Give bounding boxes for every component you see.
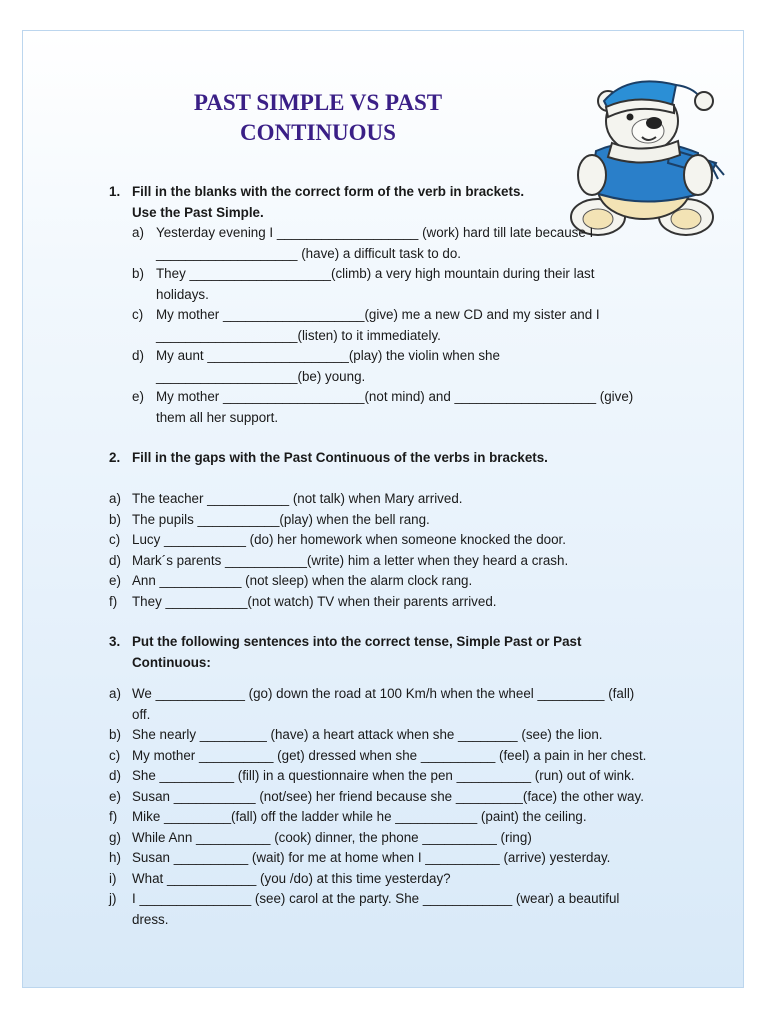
section-1-items: [132, 223, 669, 428]
section-3-instruction: 3. Put the following sentences into the correct tense, Simple Past or Past Continuous:: [109, 634, 582, 670]
exercise-item: d) My aunt ___________________(play) the violin when she ___________________(be) young.: [132, 348, 500, 384]
exercise-item: g) While Ann __________ (cook) dinner, the phone __________ (ring): [109, 829, 532, 845]
section-number: 3.: [109, 634, 121, 649]
exercise-item: e) My mother ___________________(not mind) and ___________________ (give) them all her support.: [132, 389, 634, 425]
title-line-2: CONTINUOUS: [240, 120, 396, 145]
exercise-item: f) They ___________(not watch) TV when their parents arrived.: [109, 593, 497, 609]
exercise-item: c) My mother ___________________(give) me a new CD and my sister and I ___________________(listen) to it immediately.: [132, 307, 600, 343]
exercise-item: i) What ____________ (you /do) at this time yesterday?: [109, 870, 451, 886]
exercise-item: a) The teacher ___________ (not talk) when Mary arrived.: [109, 491, 463, 506]
title-line-1: PAST SIMPLE VS PAST: [193, 90, 443, 115]
exercise-item: e) Ann ___________ (not sleep) when the alarm clock rang.: [109, 573, 473, 588]
exercise-item: d) Mark´s parents ___________(write) him a letter when they heard a crash.: [109, 552, 569, 568]
section-1-instruction: 1. Fill in the blanks with the correct form of the verb in brackets. Use the Past Simple.: [109, 184, 525, 220]
exercise-item: b) They ___________________(climb) a very high mountain during their last holidays.: [132, 266, 595, 302]
section-number: 2.: [109, 450, 121, 465]
page-title: [23, 88, 613, 148]
exercise-item: c) Lucy ___________ (do) her homework when someone knocked the door.: [109, 532, 566, 547]
exercise-item: h) Susan __________ (wait) for me at home when I __________ (arrive) yesterday.: [109, 850, 611, 865]
section-3-items: [109, 684, 709, 930]
section-3: [109, 632, 709, 930]
exercise-item: j) I _______________ (see) carol at the party. She ____________ (wear) a beautiful dress.: [109, 891, 620, 927]
exercise-item: b) She nearly _________ (have) a heart attack when she ________ (see) the lion.: [109, 727, 603, 742]
exercise-item: c) My mother __________ (get) dressed when she __________ (feel) a pain in her chest.: [109, 747, 647, 763]
section-2-instruction: 2. Fill in the gaps with the Past Continuous of the verbs in brackets.: [109, 448, 689, 469]
section-number: 1.: [109, 184, 121, 199]
exercise-item: a) Yesterday evening I ___________________ (work) hard till late because I ___________________ (have) a difficult task to do.: [132, 225, 594, 261]
exercise-item: f) Mike _________(fall) off the ladder while he ___________ (paint) the ceiling.: [109, 809, 587, 824]
exercise-item: e) Susan ___________ (not/see) her friend because she _________(face) the other way.: [109, 788, 644, 804]
exercise-item: b) The pupils ___________(play) when the bell rang.: [109, 511, 430, 527]
section-2: [109, 448, 689, 612]
section-2-items: [109, 489, 689, 612]
section-1: [109, 182, 669, 428]
exercise-item: a) We ____________ (go) down the road at 100 Km/h when the wheel _________ (fall) off.: [109, 686, 635, 722]
exercise-item: d) She __________ (fill) in a questionnaire when the pen __________ (run) out of wink.: [109, 768, 635, 783]
worksheet-page: [22, 30, 744, 988]
